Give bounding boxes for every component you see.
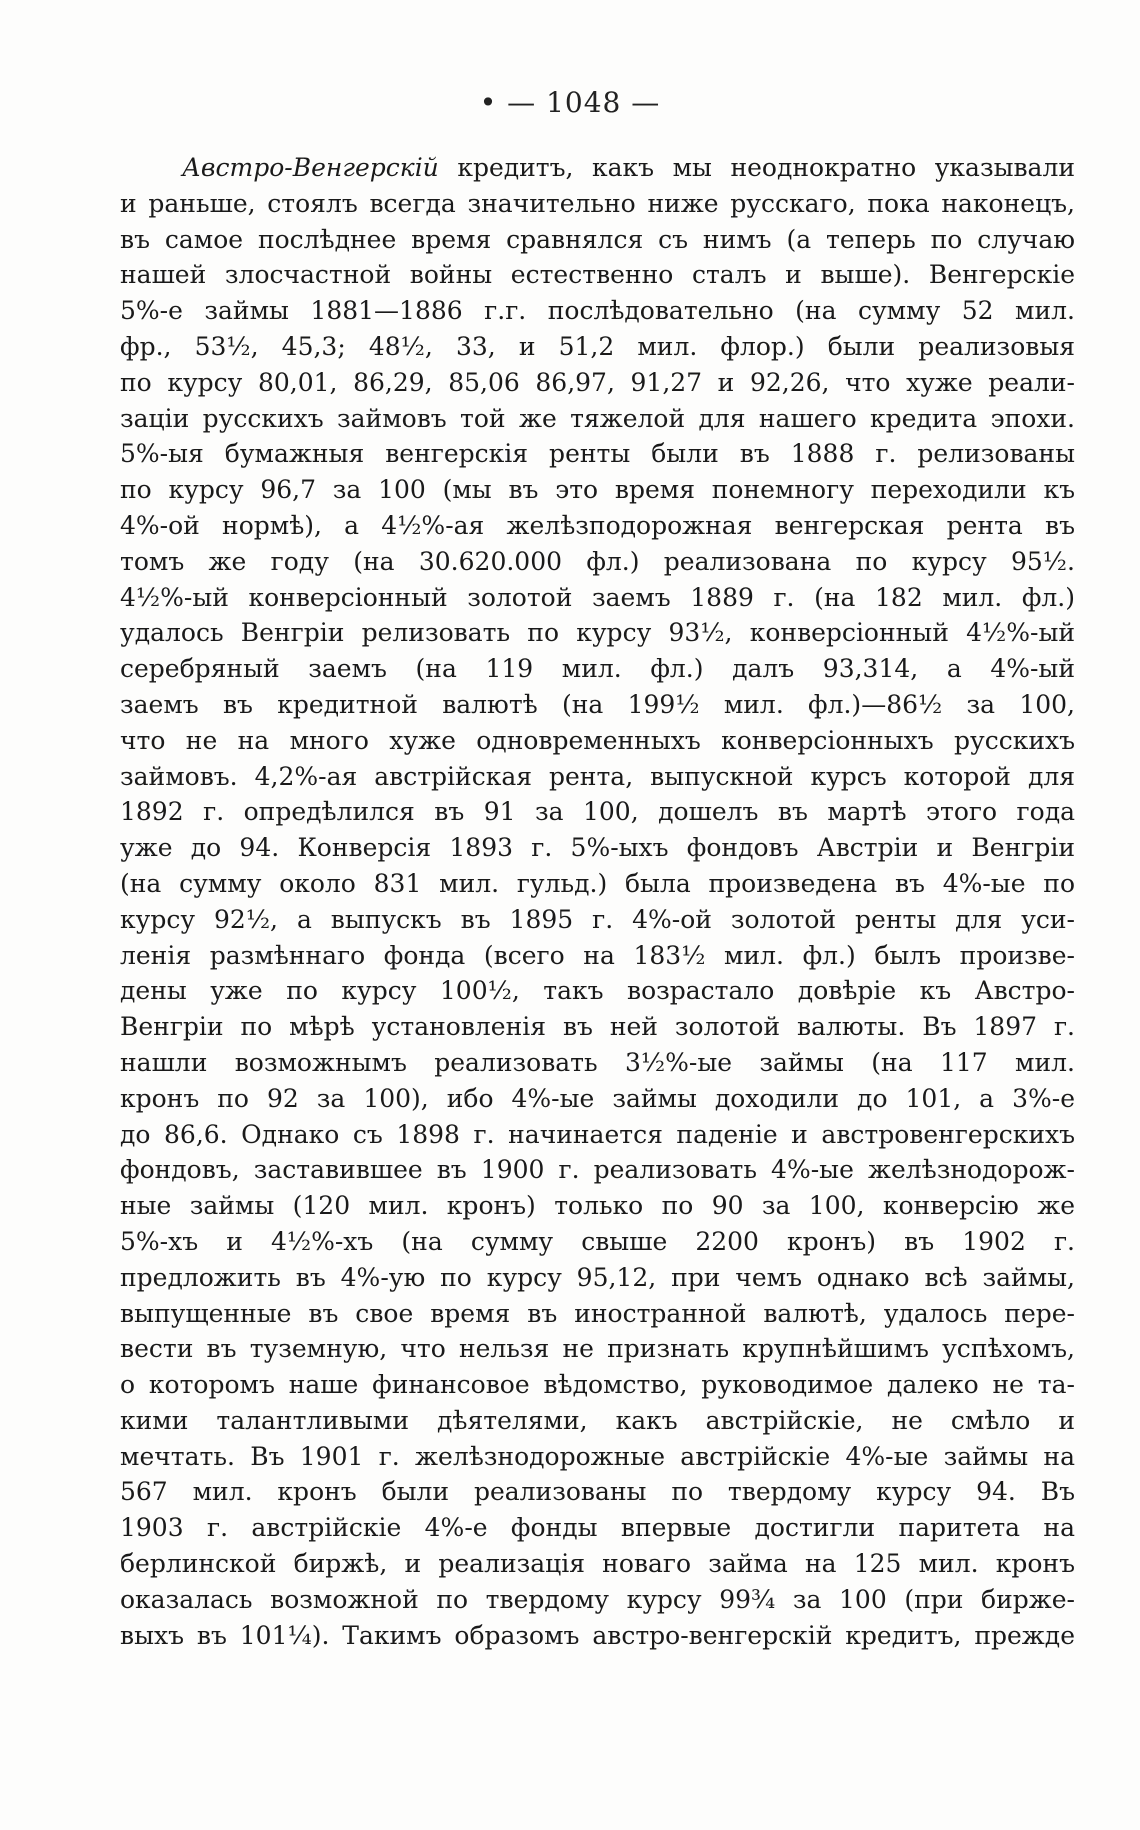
text-line: вести въ туземную, что нельзя не признать крупнѣйшимъ успѣхомъ, (120, 1334, 1075, 1364)
text-line: 1903 г. австрійскіе 4%-е фонды впервые достигли паритета на (120, 1513, 1075, 1543)
text-line: 567 мил. кронъ были реализованы по твердому курсу 94. Въ (120, 1477, 1075, 1507)
text-line: фр., 53½, 45,3; 48½, 33, и 51,2 мил. флор.) были реализовыя (120, 331, 1075, 361)
text-line: займовъ. 4,2%-ая австрійская рента, выпускной курсъ которой для (120, 761, 1075, 791)
text-line: нашей злосчастной войны естественно сталъ и выше). Венгерскіе (120, 260, 1075, 290)
text-line: Венгріи по мѣрѣ установленія въ ней золотой валюты. Въ 1897 г. (120, 1012, 1075, 1042)
text-line: предложить въ 4%-ую по курсу 95,12, при чемъ однако всѣ займы, (120, 1262, 1075, 1292)
text-line: 5%-хъ и 4½%-хъ (на сумму свыше 2200 кронъ) въ 1902 г. (120, 1226, 1075, 1256)
text-line: что не на много хуже одновременныхъ конверсіонныхъ русскихъ (120, 725, 1075, 755)
text-line: 1892 г. опредѣлился въ 91 за 100, дошелъ въ мартѣ этого года (120, 797, 1075, 827)
text-line: (на сумму около 831 мил. гульд.) была произведена въ 4%-ые по (120, 868, 1075, 898)
text-line: серебряный заемъ (на 119 мил. фл.) далъ 93,314, а 4%-ый (120, 654, 1075, 684)
text-line: до 86,6. Однако съ 1898 г. начинается паденіе и австровенгерскихъ (120, 1119, 1075, 1149)
text-line: уже до 94. Конверсія 1893 г. 5%-ыхъ фондовъ Австріи и Венгріи (120, 833, 1075, 863)
text-line: выпущенные въ свое время въ иностранной валютѣ, удалось пере- (120, 1298, 1075, 1328)
text-line: томъ же году (на 30.620.000 фл.) реализована по курсу 95½. (120, 546, 1075, 576)
page-number: • — 1048 — (479, 86, 661, 119)
text-line: курсу 92½, а выпускъ въ 1895 г. 4%-ой золотой ренты для уси- (120, 904, 1075, 934)
text-line: фондовъ, заставившее въ 1900 г. реализовать 4%-ые желѣзнодорож- (120, 1155, 1075, 1185)
text-line: ные займы (120 мил. кронъ) только по 90 за 100, конверсію же (120, 1191, 1075, 1221)
text-line: дены уже по курсу 100½, такъ возрастало довѣріе къ Австро- (120, 976, 1075, 1006)
text-line: по курсу 96,7 за 100 (мы въ это время понемногу переходили къ (120, 475, 1075, 505)
text-line: по курсу 80,01, 86,29, 85,06 86,97, 91,27 и 92,26, что хуже реали- (120, 367, 1075, 397)
text-line: выхъ въ 101¼). Такимъ образомъ австро-венгерскій кредитъ, прежде (120, 1620, 1075, 1650)
text-line: оказалась возможной по твердому курсу 99¾ за 100 (при бирже- (120, 1584, 1075, 1614)
text-line: ленія размѣннаго фонда (всего на 183½ мил. фл.) былъ произве- (120, 940, 1075, 970)
text-line: 4½%-ый конверсіонный золотой заемъ 1889 г. (на 182 мил. фл.) (120, 582, 1075, 612)
text-line: о которомъ наше финансовое вѣдомство, руководимое далеко не та- (120, 1370, 1075, 1400)
text-line: удалось Венгріи релизовать по курсу 93½, конверсіонный 4½%-ый (120, 618, 1075, 648)
italic-lead: Австро-Венгерскій (182, 153, 439, 182)
paragraph (120, 150, 1075, 1653)
text-line: мечтать. Въ 1901 г. желѣзнодорожные австрійскіе 4%-ые займы на (120, 1441, 1075, 1471)
text-line: въ самое послѣднее время сравнялся съ нимъ (а теперь по случаю (120, 224, 1075, 254)
text-line: 5%-е займы 1881—1886 г.г. послѣдовательно (на сумму 52 мил. (120, 296, 1075, 326)
text-line: кими талантливыми дѣятелями, какъ австрійскіе, не смѣло и (120, 1405, 1075, 1435)
text-line: 5%-ыя бумажныя венгерскія ренты были въ 1888 г. релизованы (120, 439, 1075, 469)
text-line: берлинской биржѣ, и реализація новаго займа на 125 мил. кронъ (120, 1549, 1075, 1579)
text-line: заціи русскихъ займовъ той же тяжелой для нашего кредита эпохи. (120, 403, 1075, 433)
text-line: нашли возможнымъ реализовать 3½%-ые займы (на 117 мил. (120, 1047, 1075, 1077)
text-line: кронъ по 92 за 100), ибо 4%-ые займы доходили до 101, а 3%-е (120, 1083, 1075, 1113)
text-line: 4%-ой нормѣ), а 4½%-ая желѣзподорожная венгерская рента въ (120, 510, 1075, 540)
text-line: заемъ въ кредитной валютѣ (на 199½ мил. фл.)—86½ за 100, (120, 689, 1075, 719)
first-line-rest: кредитъ, какъ мы неоднократно указывали (457, 153, 1075, 182)
text-line (120, 150, 1075, 186)
text-line: и раньше, стоялъ всегда значительно ниже русскаго, пока наконецъ, (120, 188, 1075, 218)
